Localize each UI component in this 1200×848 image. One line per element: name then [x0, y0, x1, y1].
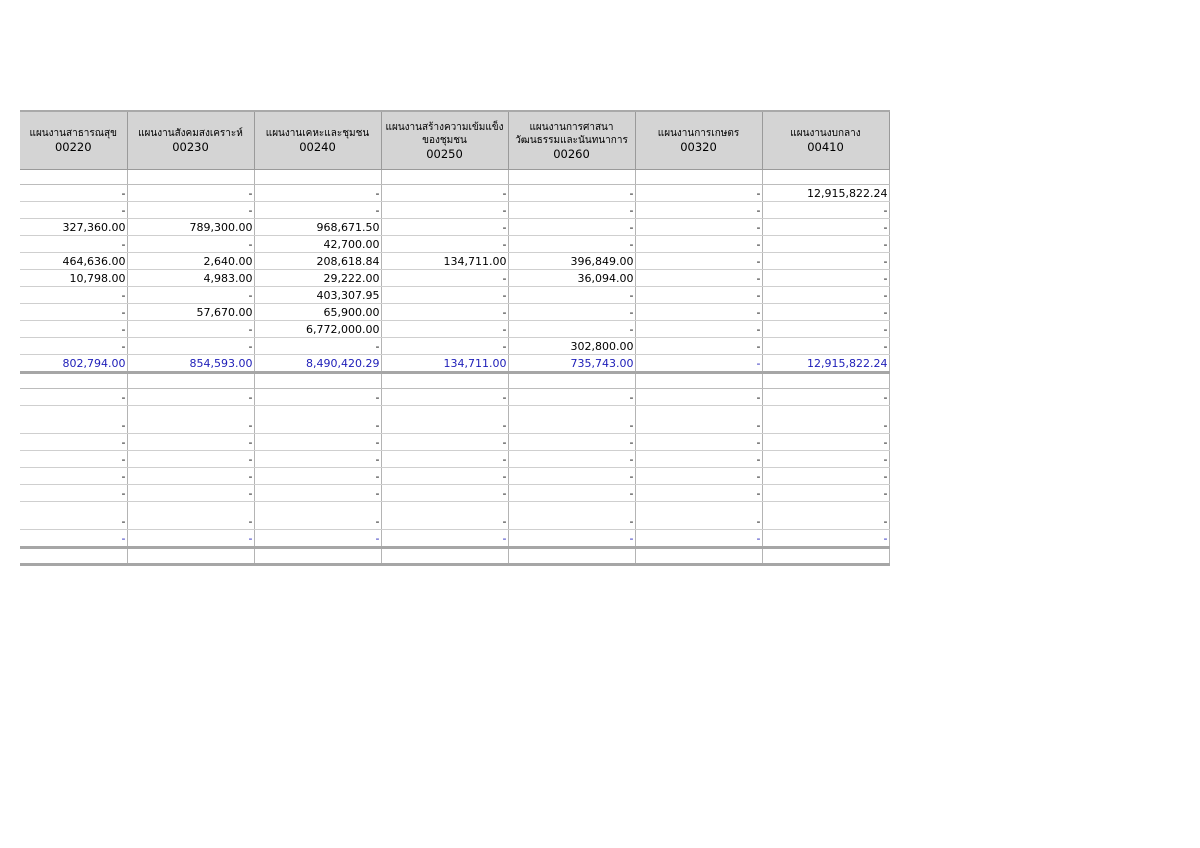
table-cell[interactable]: -: [381, 287, 508, 304]
table-row: [20, 502, 889, 530]
table-cell[interactable]: 12,915,822.24: [762, 355, 889, 373]
table-row: [20, 338, 889, 355]
table-cell[interactable]: -: [508, 202, 635, 219]
table-cell[interactable]: 302,800.00: [508, 338, 635, 355]
table-cell[interactable]: 57,670.00: [127, 304, 254, 321]
table-cell[interactable]: -: [635, 468, 762, 485]
table-cell[interactable]: -: [762, 530, 889, 548]
table-cell[interactable]: -: [762, 338, 889, 355]
table-cell[interactable]: 2,640.00: [127, 253, 254, 270]
table-cell[interactable]: [127, 373, 254, 389]
table-cell[interactable]: -: [508, 287, 635, 304]
table-cell[interactable]: -: [20, 530, 127, 548]
column-header-00410: [762, 111, 889, 170]
table-cell[interactable]: -: [254, 406, 381, 434]
table-row: [20, 434, 889, 451]
table-cell[interactable]: -: [762, 321, 889, 338]
table-cell[interactable]: [381, 548, 508, 565]
table-cell[interactable]: -: [381, 530, 508, 548]
total-row: [20, 355, 889, 373]
table-cell[interactable]: -: [254, 468, 381, 485]
table-cell[interactable]: -: [254, 451, 381, 468]
table-cell[interactable]: -: [762, 202, 889, 219]
column-code: 00260: [553, 146, 590, 161]
table-cell[interactable]: -: [20, 389, 127, 406]
table-cell[interactable]: [20, 170, 127, 185]
table-cell[interactable]: -: [381, 304, 508, 321]
table-cell[interactable]: -: [127, 321, 254, 338]
table-cell[interactable]: -: [635, 236, 762, 253]
table-cell[interactable]: -: [127, 236, 254, 253]
table-cell[interactable]: 789,300.00: [127, 219, 254, 236]
table-cell[interactable]: -: [635, 287, 762, 304]
table-cell[interactable]: -: [381, 185, 508, 202]
table-row: [20, 304, 889, 321]
table-cell[interactable]: -: [762, 451, 889, 468]
table-cell[interactable]: [508, 170, 635, 185]
table-cell[interactable]: -: [20, 485, 127, 502]
column-header-00240: [254, 111, 381, 170]
table-row: [20, 321, 889, 338]
table-cell[interactable]: -: [381, 219, 508, 236]
table-cell[interactable]: 327,360.00: [20, 219, 127, 236]
table-cell[interactable]: 29,222.00: [254, 270, 381, 287]
table-cell[interactable]: -: [20, 236, 127, 253]
table-cell[interactable]: [508, 548, 635, 565]
table-cell[interactable]: -: [508, 502, 635, 530]
table-cell[interactable]: 8,490,420.29: [254, 355, 381, 373]
table-row: [20, 202, 889, 219]
column-name: แผนงานสาธารณสุข: [29, 128, 117, 139]
table-cell[interactable]: [254, 548, 381, 565]
table-cell[interactable]: -: [20, 451, 127, 468]
table-cell[interactable]: -: [635, 253, 762, 270]
table-cell[interactable]: -: [381, 270, 508, 287]
table-cell[interactable]: -: [635, 270, 762, 287]
table-cell[interactable]: -: [20, 406, 127, 434]
table-cell[interactable]: 396,849.00: [508, 253, 635, 270]
column-name: แผนงานการศาสนาวัฒนธรรมและนันทนาการ: [515, 121, 628, 146]
column-name: แผนงานเคหะและชุมชน: [265, 128, 370, 139]
table-cell[interactable]: 134,711.00: [381, 253, 508, 270]
table-cell[interactable]: -: [508, 185, 635, 202]
table-cell[interactable]: -: [635, 304, 762, 321]
table-cell[interactable]: -: [762, 389, 889, 406]
table-cell[interactable]: -: [127, 530, 254, 548]
total-row: [20, 530, 889, 548]
table-cell[interactable]: -: [254, 338, 381, 355]
table-cell[interactable]: -: [127, 338, 254, 355]
table-cell[interactable]: -: [127, 389, 254, 406]
table-cell[interactable]: -: [381, 389, 508, 406]
table-cell[interactable]: -: [762, 236, 889, 253]
table-cell[interactable]: -: [381, 468, 508, 485]
table-cell[interactable]: -: [635, 406, 762, 434]
table-cell[interactable]: -: [635, 219, 762, 236]
table-cell[interactable]: -: [635, 485, 762, 502]
table-cell[interactable]: [20, 548, 127, 565]
table-cell[interactable]: -: [381, 502, 508, 530]
table-cell[interactable]: 968,671.50: [254, 219, 381, 236]
table-cell[interactable]: [635, 548, 762, 565]
table-cell[interactable]: -: [127, 406, 254, 434]
table-cell[interactable]: -: [254, 185, 381, 202]
spacer-row: [20, 170, 889, 185]
table-cell[interactable]: -: [20, 304, 127, 321]
table-cell[interactable]: 12,915,822.24: [762, 185, 889, 202]
table-cell[interactable]: -: [254, 485, 381, 502]
table-cell[interactable]: -: [20, 468, 127, 485]
column-header-00260: [508, 111, 635, 170]
column-code: 00240: [299, 140, 336, 154]
table-cell[interactable]: -: [635, 389, 762, 406]
table-row: [20, 236, 889, 253]
column-code: 00230: [172, 140, 209, 154]
table-row: [20, 451, 889, 468]
table-cell[interactable]: -: [20, 287, 127, 304]
table-cell[interactable]: 10,798.00: [20, 270, 127, 287]
table-cell[interactable]: -: [762, 270, 889, 287]
table-cell[interactable]: [254, 373, 381, 389]
table-cell[interactable]: 65,900.00: [254, 304, 381, 321]
column-header-00230: [127, 111, 254, 170]
table-row: [20, 270, 889, 287]
column-code: 00320: [680, 140, 717, 154]
table-cell[interactable]: -: [762, 219, 889, 236]
table-cell[interactable]: -: [20, 321, 127, 338]
table-row: [20, 406, 889, 434]
table-cell[interactable]: -: [762, 304, 889, 321]
table-body: [20, 170, 889, 565]
table-cell[interactable]: -: [127, 451, 254, 468]
table-row: [20, 389, 889, 406]
table-cell[interactable]: -: [508, 451, 635, 468]
spreadsheet-table: [20, 110, 890, 566]
column-name: แผนงานการเกษตร: [657, 128, 740, 139]
table-row: [20, 468, 889, 485]
table-cell[interactable]: -: [127, 434, 254, 451]
table-cell[interactable]: -: [762, 485, 889, 502]
table-cell[interactable]: -: [381, 321, 508, 338]
column-name: แผนงานงบกลาง: [790, 128, 861, 139]
table-cell[interactable]: -: [127, 485, 254, 502]
table-cell[interactable]: -: [127, 287, 254, 304]
table-cell[interactable]: -: [20, 202, 127, 219]
table-cell[interactable]: -: [635, 355, 762, 373]
table-cell[interactable]: 208,618.84: [254, 253, 381, 270]
table-cell[interactable]: -: [508, 468, 635, 485]
empty-row: [20, 548, 889, 565]
table-cell[interactable]: 4,983.00: [127, 270, 254, 287]
table-cell[interactable]: -: [635, 502, 762, 530]
table-cell[interactable]: [635, 170, 762, 185]
table-cell[interactable]: -: [635, 530, 762, 548]
table-cell[interactable]: -: [762, 468, 889, 485]
table-cell[interactable]: [20, 373, 127, 389]
table-cell[interactable]: -: [20, 502, 127, 530]
table-cell[interactable]: -: [508, 485, 635, 502]
table-cell[interactable]: -: [762, 253, 889, 270]
table-cell[interactable]: -: [381, 485, 508, 502]
table-cell[interactable]: -: [508, 219, 635, 236]
table-cell[interactable]: -: [381, 202, 508, 219]
table-cell[interactable]: -: [635, 321, 762, 338]
table-cell[interactable]: -: [635, 202, 762, 219]
table-cell[interactable]: -: [254, 389, 381, 406]
table-cell[interactable]: -: [762, 287, 889, 304]
table-cell[interactable]: 403,307.95: [254, 287, 381, 304]
spacer-row: [20, 373, 889, 389]
table-cell[interactable]: -: [381, 236, 508, 253]
table-cell[interactable]: -: [254, 202, 381, 219]
table-cell[interactable]: [762, 548, 889, 565]
column-header-00320: [635, 111, 762, 170]
table-cell[interactable]: 6,772,000.00: [254, 321, 381, 338]
table-cell[interactable]: -: [20, 434, 127, 451]
table-cell[interactable]: 802,794.00: [20, 355, 127, 373]
table-cell[interactable]: -: [127, 468, 254, 485]
table-cell[interactable]: 464,636.00: [20, 253, 127, 270]
table-cell[interactable]: 42,700.00: [254, 236, 381, 253]
column-header-00250: [381, 111, 508, 170]
table-cell[interactable]: [127, 170, 254, 185]
table-cell[interactable]: -: [508, 236, 635, 253]
table-cell[interactable]: -: [762, 434, 889, 451]
table-cell[interactable]: -: [508, 530, 635, 548]
table-cell[interactable]: -: [635, 185, 762, 202]
table-cell[interactable]: -: [762, 406, 889, 434]
table-cell[interactable]: -: [20, 185, 127, 202]
table-row: [20, 287, 889, 304]
table-cell[interactable]: -: [381, 338, 508, 355]
column-code: 00250: [426, 146, 463, 161]
table-cell[interactable]: -: [20, 338, 127, 355]
table-cell[interactable]: [127, 548, 254, 565]
table-cell[interactable]: -: [508, 389, 635, 406]
table-cell[interactable]: -: [508, 304, 635, 321]
table-cell[interactable]: -: [635, 338, 762, 355]
table-row: [20, 485, 889, 502]
table-row: [20, 185, 889, 202]
table-cell[interactable]: -: [508, 406, 635, 434]
header-row: [20, 111, 889, 170]
table-cell[interactable]: [508, 373, 635, 389]
table-cell[interactable]: 735,743.00: [508, 355, 635, 373]
table-cell[interactable]: -: [508, 321, 635, 338]
column-name: แผนงานสร้างความเข้มแข็งของชุมชน: [385, 121, 504, 146]
table-cell[interactable]: -: [254, 502, 381, 530]
column-code: 00220: [54, 140, 92, 154]
table-row: [20, 219, 889, 236]
table-cell[interactable]: -: [254, 530, 381, 548]
table-cell[interactable]: -: [508, 434, 635, 451]
table-cell[interactable]: [381, 373, 508, 389]
table-cell[interactable]: [254, 170, 381, 185]
column-header-00220: [20, 111, 127, 170]
table-cell[interactable]: 134,711.00: [381, 355, 508, 373]
table-cell[interactable]: -: [635, 434, 762, 451]
table-cell[interactable]: [762, 373, 889, 389]
table-cell[interactable]: -: [762, 502, 889, 530]
table-cell[interactable]: -: [127, 502, 254, 530]
table-cell[interactable]: -: [635, 451, 762, 468]
table-cell[interactable]: [762, 170, 889, 185]
table-cell[interactable]: -: [381, 451, 508, 468]
table-cell[interactable]: [635, 373, 762, 389]
table-cell[interactable]: -: [127, 202, 254, 219]
table-cell[interactable]: -: [254, 434, 381, 451]
table-cell[interactable]: 854,593.00: [127, 355, 254, 373]
table-cell[interactable]: -: [127, 185, 254, 202]
table-cell[interactable]: 36,094.00: [508, 270, 635, 287]
table-cell[interactable]: [381, 170, 508, 185]
table-row: [20, 253, 889, 270]
column-name: แผนงานสังคมสงเคราะห์: [138, 128, 243, 139]
table-cell[interactable]: -: [381, 406, 508, 434]
table-cell[interactable]: -: [381, 434, 508, 451]
column-code: 00410: [807, 140, 844, 154]
